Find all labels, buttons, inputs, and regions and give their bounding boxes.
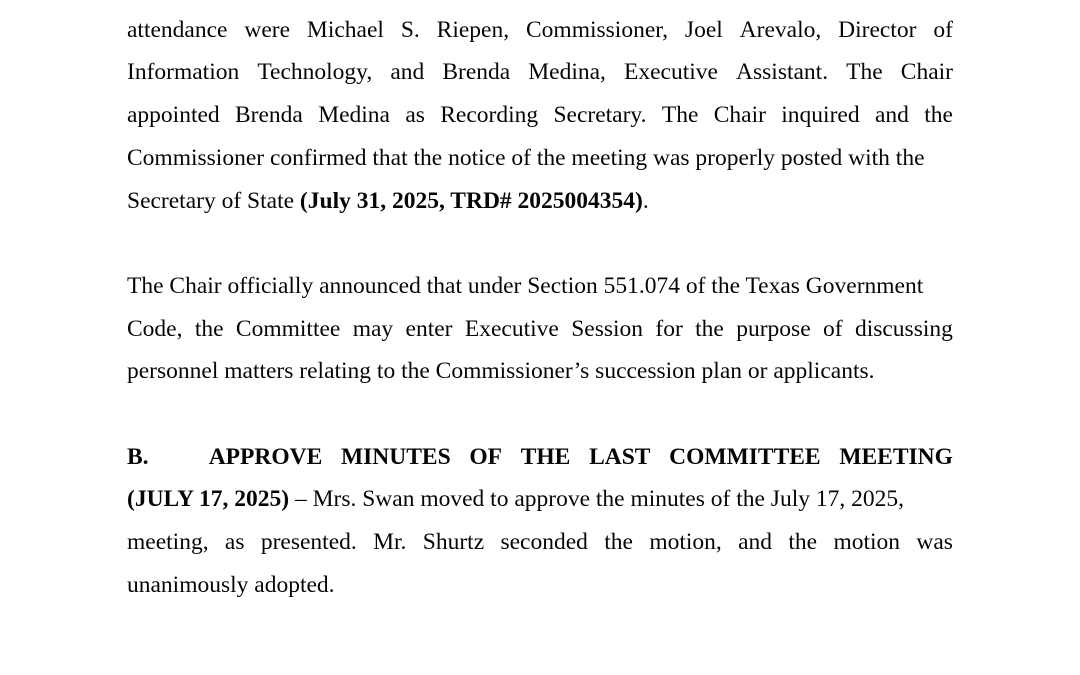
line-word: Director <box>838 16 917 43</box>
text-line <box>127 180 953 223</box>
line-word: as <box>405 102 425 129</box>
line-word: purpose <box>736 315 811 342</box>
line-word: attendance <box>127 16 228 43</box>
line-word <box>778 0 823 9</box>
text-line <box>127 9 953 52</box>
line-word: and <box>390 59 425 86</box>
line-word: Commissioner, <box>526 16 669 43</box>
line-word <box>629 0 647 9</box>
text-line <box>127 308 953 351</box>
line-word: Code, <box>127 315 183 342</box>
line-word: Arevalo, <box>739 16 822 43</box>
line-word: Medina <box>318 102 390 129</box>
heading-word: MEETING <box>839 443 953 470</box>
text-line: The Chair officially announced that under Section 551.074 of the Texas Government <box>127 272 924 299</box>
line-word: of <box>933 16 953 43</box>
line-word: The <box>846 59 883 86</box>
line-word: Chair <box>900 59 953 86</box>
line-word: and <box>874 102 909 129</box>
heading-word: APPROVE <box>208 443 323 470</box>
text-line: unanimously adopted. <box>127 571 335 598</box>
line-word: for <box>655 315 683 342</box>
line-word <box>836 0 922 9</box>
heading-word: THE <box>520 443 571 470</box>
text-line <box>127 521 953 564</box>
line-word: of <box>823 315 843 342</box>
line-word: Executive <box>464 315 559 342</box>
line-word: the <box>924 102 953 129</box>
line-word: the <box>695 315 724 342</box>
approve-minutes-section <box>127 436 953 607</box>
line-word: may <box>352 315 394 342</box>
line-word: motion <box>833 529 901 556</box>
line-word: Recording <box>440 102 539 129</box>
line-word: discussing <box>854 315 953 342</box>
line-word: was <box>916 529 953 556</box>
heading-word: LAST <box>589 443 651 470</box>
line-word: Secretary. <box>553 102 647 129</box>
text-column <box>127 0 953 607</box>
line-text: . <box>642 187 649 214</box>
meeting-date: (JULY 17, 2025) <box>127 486 290 513</box>
section-label: B. <box>127 443 149 470</box>
line-word: Chair <box>713 102 766 129</box>
line-word: Information <box>127 59 240 86</box>
line-word: Michael <box>306 16 384 43</box>
line-word: Executive <box>624 59 718 86</box>
line-word: enter <box>405 315 453 342</box>
line-word <box>660 0 766 9</box>
line-word: seconded <box>500 529 588 556</box>
attendance-and-notice-paragraph <box>127 0 953 222</box>
text-line <box>127 0 953 9</box>
line-word: motion, <box>649 529 722 556</box>
line-word: Mr. <box>373 529 407 556</box>
line-word: Brenda <box>442 59 511 86</box>
line-word: Committee <box>235 315 341 342</box>
line-word: The <box>661 102 699 129</box>
line-word: Assistant. <box>736 59 829 86</box>
line-word: the <box>604 529 633 556</box>
line-word: Joel <box>684 16 723 43</box>
line-text: Secretary of State <box>127 187 300 214</box>
paragraph-spacer <box>127 222 953 265</box>
paragraph-spacer <box>127 393 953 436</box>
line-word: and <box>738 529 773 556</box>
line-word: Shurtz <box>422 529 485 556</box>
line-word <box>530 0 567 9</box>
text-line <box>127 94 953 137</box>
line-word: the <box>788 529 818 556</box>
line-word: were <box>244 16 291 43</box>
line-word <box>410 0 444 9</box>
line-word <box>456 0 517 9</box>
line-word: Riepen, <box>436 16 510 43</box>
section-heading-line <box>127 478 953 521</box>
line-word <box>935 0 953 9</box>
line-word: presented. <box>260 529 357 556</box>
text-line <box>127 51 953 94</box>
line-text: – Mrs. Swan moved to approve the minutes of the July 17, 2025, <box>289 486 904 513</box>
heading-word: MINUTES <box>340 443 451 470</box>
section-heading-line <box>127 436 953 479</box>
line-word: Medina, <box>528 59 606 86</box>
line-word: S. <box>400 16 420 43</box>
text-line: Commissioner confirmed that the notice of the meeting was properly posted with the <box>127 144 925 171</box>
line-word: Session <box>571 315 644 342</box>
line-word: the <box>194 315 224 342</box>
line-word <box>315 0 397 9</box>
executive-session-announcement-paragraph <box>127 265 953 393</box>
heading-word: COMMITTEE <box>669 443 821 470</box>
trd-reference: (July 31, 2025, TRD# 2025004354) <box>299 187 643 214</box>
line-word: meeting, <box>127 529 209 556</box>
heading-word: OF <box>469 443 503 470</box>
line-word: inquired <box>781 102 860 129</box>
line-word: Brenda <box>235 102 303 129</box>
line-word: appointed <box>127 102 220 129</box>
line-word: as <box>224 529 245 556</box>
line-word <box>579 0 617 9</box>
text-line: personnel matters relating to the Commissioner’s succession plan or applicants. <box>127 358 875 385</box>
line-word <box>127 0 303 9</box>
line-word: Technology, <box>257 59 373 86</box>
